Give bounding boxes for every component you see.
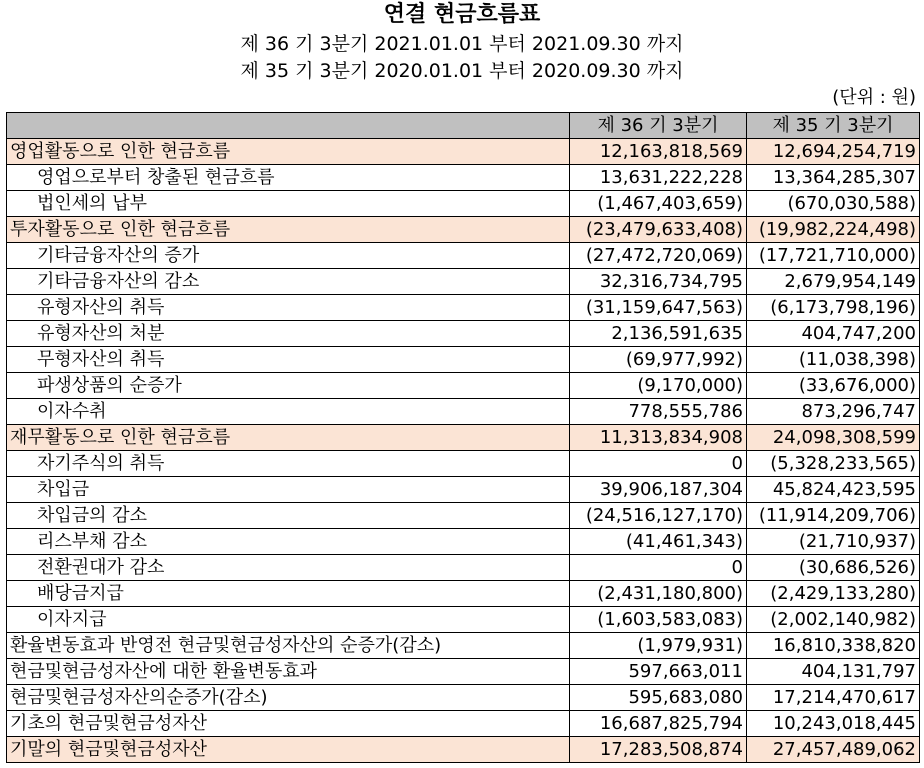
table-row (7, 243, 920, 269)
row-label: 차입금의 감소 (7, 503, 570, 529)
prior-period-value: (2,429,133,280) (747, 581, 920, 607)
current-period: 제 36 기 3분기 2021.01.01 부터 2021.09.30 까지 (240, 33, 684, 55)
row-label: 영업으로부터 창출된 현금흐름 (7, 165, 570, 191)
cash-flow-table (6, 112, 920, 763)
current-period-value: (1,979,931) (570, 633, 747, 659)
row-label: 법인세의 납부 (7, 191, 570, 217)
statement-title: 연결 현금흐름표 (383, 2, 541, 27)
section-row (7, 139, 920, 165)
current-period-value: (1,603,583,083) (570, 607, 747, 633)
table-row (7, 607, 920, 633)
row-label: 파생상품의 순증가 (7, 373, 570, 399)
header-current-period: 제 36 기 3분기 (570, 113, 747, 139)
prior-period-value: 404,747,200 (747, 321, 920, 347)
current-period-value: 0 (570, 451, 747, 477)
current-period-value: 17,283,508,874 (570, 737, 747, 763)
prior-period-value: 404,131,797 (747, 659, 920, 685)
prior-period-value: 16,810,338,820 (747, 633, 920, 659)
table-row (7, 633, 920, 659)
table-row (7, 373, 920, 399)
prior-period-value: (2,002,140,982) (747, 607, 920, 633)
current-period-value: (23,479,633,408) (570, 217, 747, 243)
row-label: 리스부채 감소 (7, 529, 570, 555)
row-label: 유형자산의 취득 (7, 295, 570, 321)
current-period-value: 12,163,818,569 (570, 139, 747, 165)
table-row (7, 659, 920, 685)
current-period-value: (24,516,127,170) (570, 503, 747, 529)
table-row (7, 321, 920, 347)
row-label: 기타금융자산의 증가 (7, 243, 570, 269)
table-row (7, 555, 920, 581)
row-label: 배당금지급 (7, 581, 570, 607)
current-period-value: 595,683,080 (570, 685, 747, 711)
table-row (7, 399, 920, 425)
current-period-value: 0 (570, 555, 747, 581)
prior-period-value: 873,296,747 (747, 399, 920, 425)
row-label: 유형자산의 처분 (7, 321, 570, 347)
section-row (7, 217, 920, 243)
row-label: 이자수취 (7, 399, 570, 425)
table-row (7, 685, 920, 711)
section-row (7, 737, 920, 763)
row-label: 재무활동으로 인한 현금흐름 (7, 425, 570, 451)
row-label: 차입금 (7, 477, 570, 503)
table-row (7, 503, 920, 529)
row-label: 영업활동으로 인한 현금흐름 (7, 139, 570, 165)
header-prior-period: 제 35 기 3분기 (747, 113, 920, 139)
prior-period-value: (11,038,398) (747, 347, 920, 373)
current-period-value: (1,467,403,659) (570, 191, 747, 217)
row-label: 기초의 현금및현금성자산 (7, 711, 570, 737)
prior-period-value: 2,679,954,149 (747, 269, 920, 295)
current-period-value: 11,313,834,908 (570, 425, 747, 451)
current-period-value: 597,663,011 (570, 659, 747, 685)
table-row (7, 477, 920, 503)
row-label: 전환권대가 감소 (7, 555, 570, 581)
row-label: 무형자산의 취득 (7, 347, 570, 373)
table-row (7, 269, 920, 295)
table-header-row (7, 113, 920, 139)
table-row (7, 295, 920, 321)
row-label: 현금및현금성자산의순증가(감소) (7, 685, 570, 711)
prior-period-value: (17,721,710,000) (747, 243, 920, 269)
current-period-value: (9,170,000) (570, 373, 747, 399)
table-row (7, 711, 920, 737)
current-period-value: (2,431,180,800) (570, 581, 747, 607)
prior-period-value: (30,686,526) (747, 555, 920, 581)
row-label: 환율변동효과 반영전 현금및현금성자산의 순증가(감소) (7, 633, 570, 659)
prior-period-value: (6,173,798,196) (747, 295, 920, 321)
prior-period-value: (19,982,224,498) (747, 217, 920, 243)
current-period-value: 32,316,734,795 (570, 269, 747, 295)
row-label: 기말의 현금및현금성자산 (7, 737, 570, 763)
current-period-value: 778,555,786 (570, 399, 747, 425)
row-label: 투자활동으로 인한 현금흐름 (7, 217, 570, 243)
unit-label: (단위 : 원) (832, 87, 916, 108)
current-period-value: 39,906,187,304 (570, 477, 747, 503)
prior-period-value: (5,328,233,565) (747, 451, 920, 477)
table-row (7, 581, 920, 607)
table-row (7, 451, 920, 477)
prior-period-value: 24,098,308,599 (747, 425, 920, 451)
current-period-value: (27,472,720,069) (570, 243, 747, 269)
row-label: 현금및현금성자산에 대한 환율변동효과 (7, 659, 570, 685)
header-label-column (7, 113, 570, 139)
row-label: 기타금융자산의 감소 (7, 269, 570, 295)
prior-period-value: 45,824,423,595 (747, 477, 920, 503)
row-label: 자기주식의 취득 (7, 451, 570, 477)
prior-period-value: 27,457,489,062 (747, 737, 920, 763)
table-row (7, 191, 920, 217)
current-period-value: 13,631,222,228 (570, 165, 747, 191)
table-row (7, 347, 920, 373)
current-period-value: (69,977,992) (570, 347, 747, 373)
prior-period-value: 17,214,470,617 (747, 685, 920, 711)
prior-period: 제 35 기 3분기 2020.01.01 부터 2020.09.30 까지 (240, 60, 684, 82)
prior-period-value: 12,694,254,719 (747, 139, 920, 165)
current-period-value: 2,136,591,635 (570, 321, 747, 347)
prior-period-value: (670,030,588) (747, 191, 920, 217)
current-period-value: 16,687,825,794 (570, 711, 747, 737)
table-row (7, 165, 920, 191)
table-body (7, 139, 920, 763)
prior-period-value: 13,364,285,307 (747, 165, 920, 191)
table-row (7, 529, 920, 555)
current-period-value: (31,159,647,563) (570, 295, 747, 321)
prior-period-value: (11,914,209,706) (747, 503, 920, 529)
prior-period-value: 10,243,018,445 (747, 711, 920, 737)
prior-period-value: (33,676,000) (747, 373, 920, 399)
prior-period-value: (21,710,937) (747, 529, 920, 555)
section-row (7, 425, 920, 451)
current-period-value: (41,461,343) (570, 529, 747, 555)
row-label: 이자지급 (7, 607, 570, 633)
